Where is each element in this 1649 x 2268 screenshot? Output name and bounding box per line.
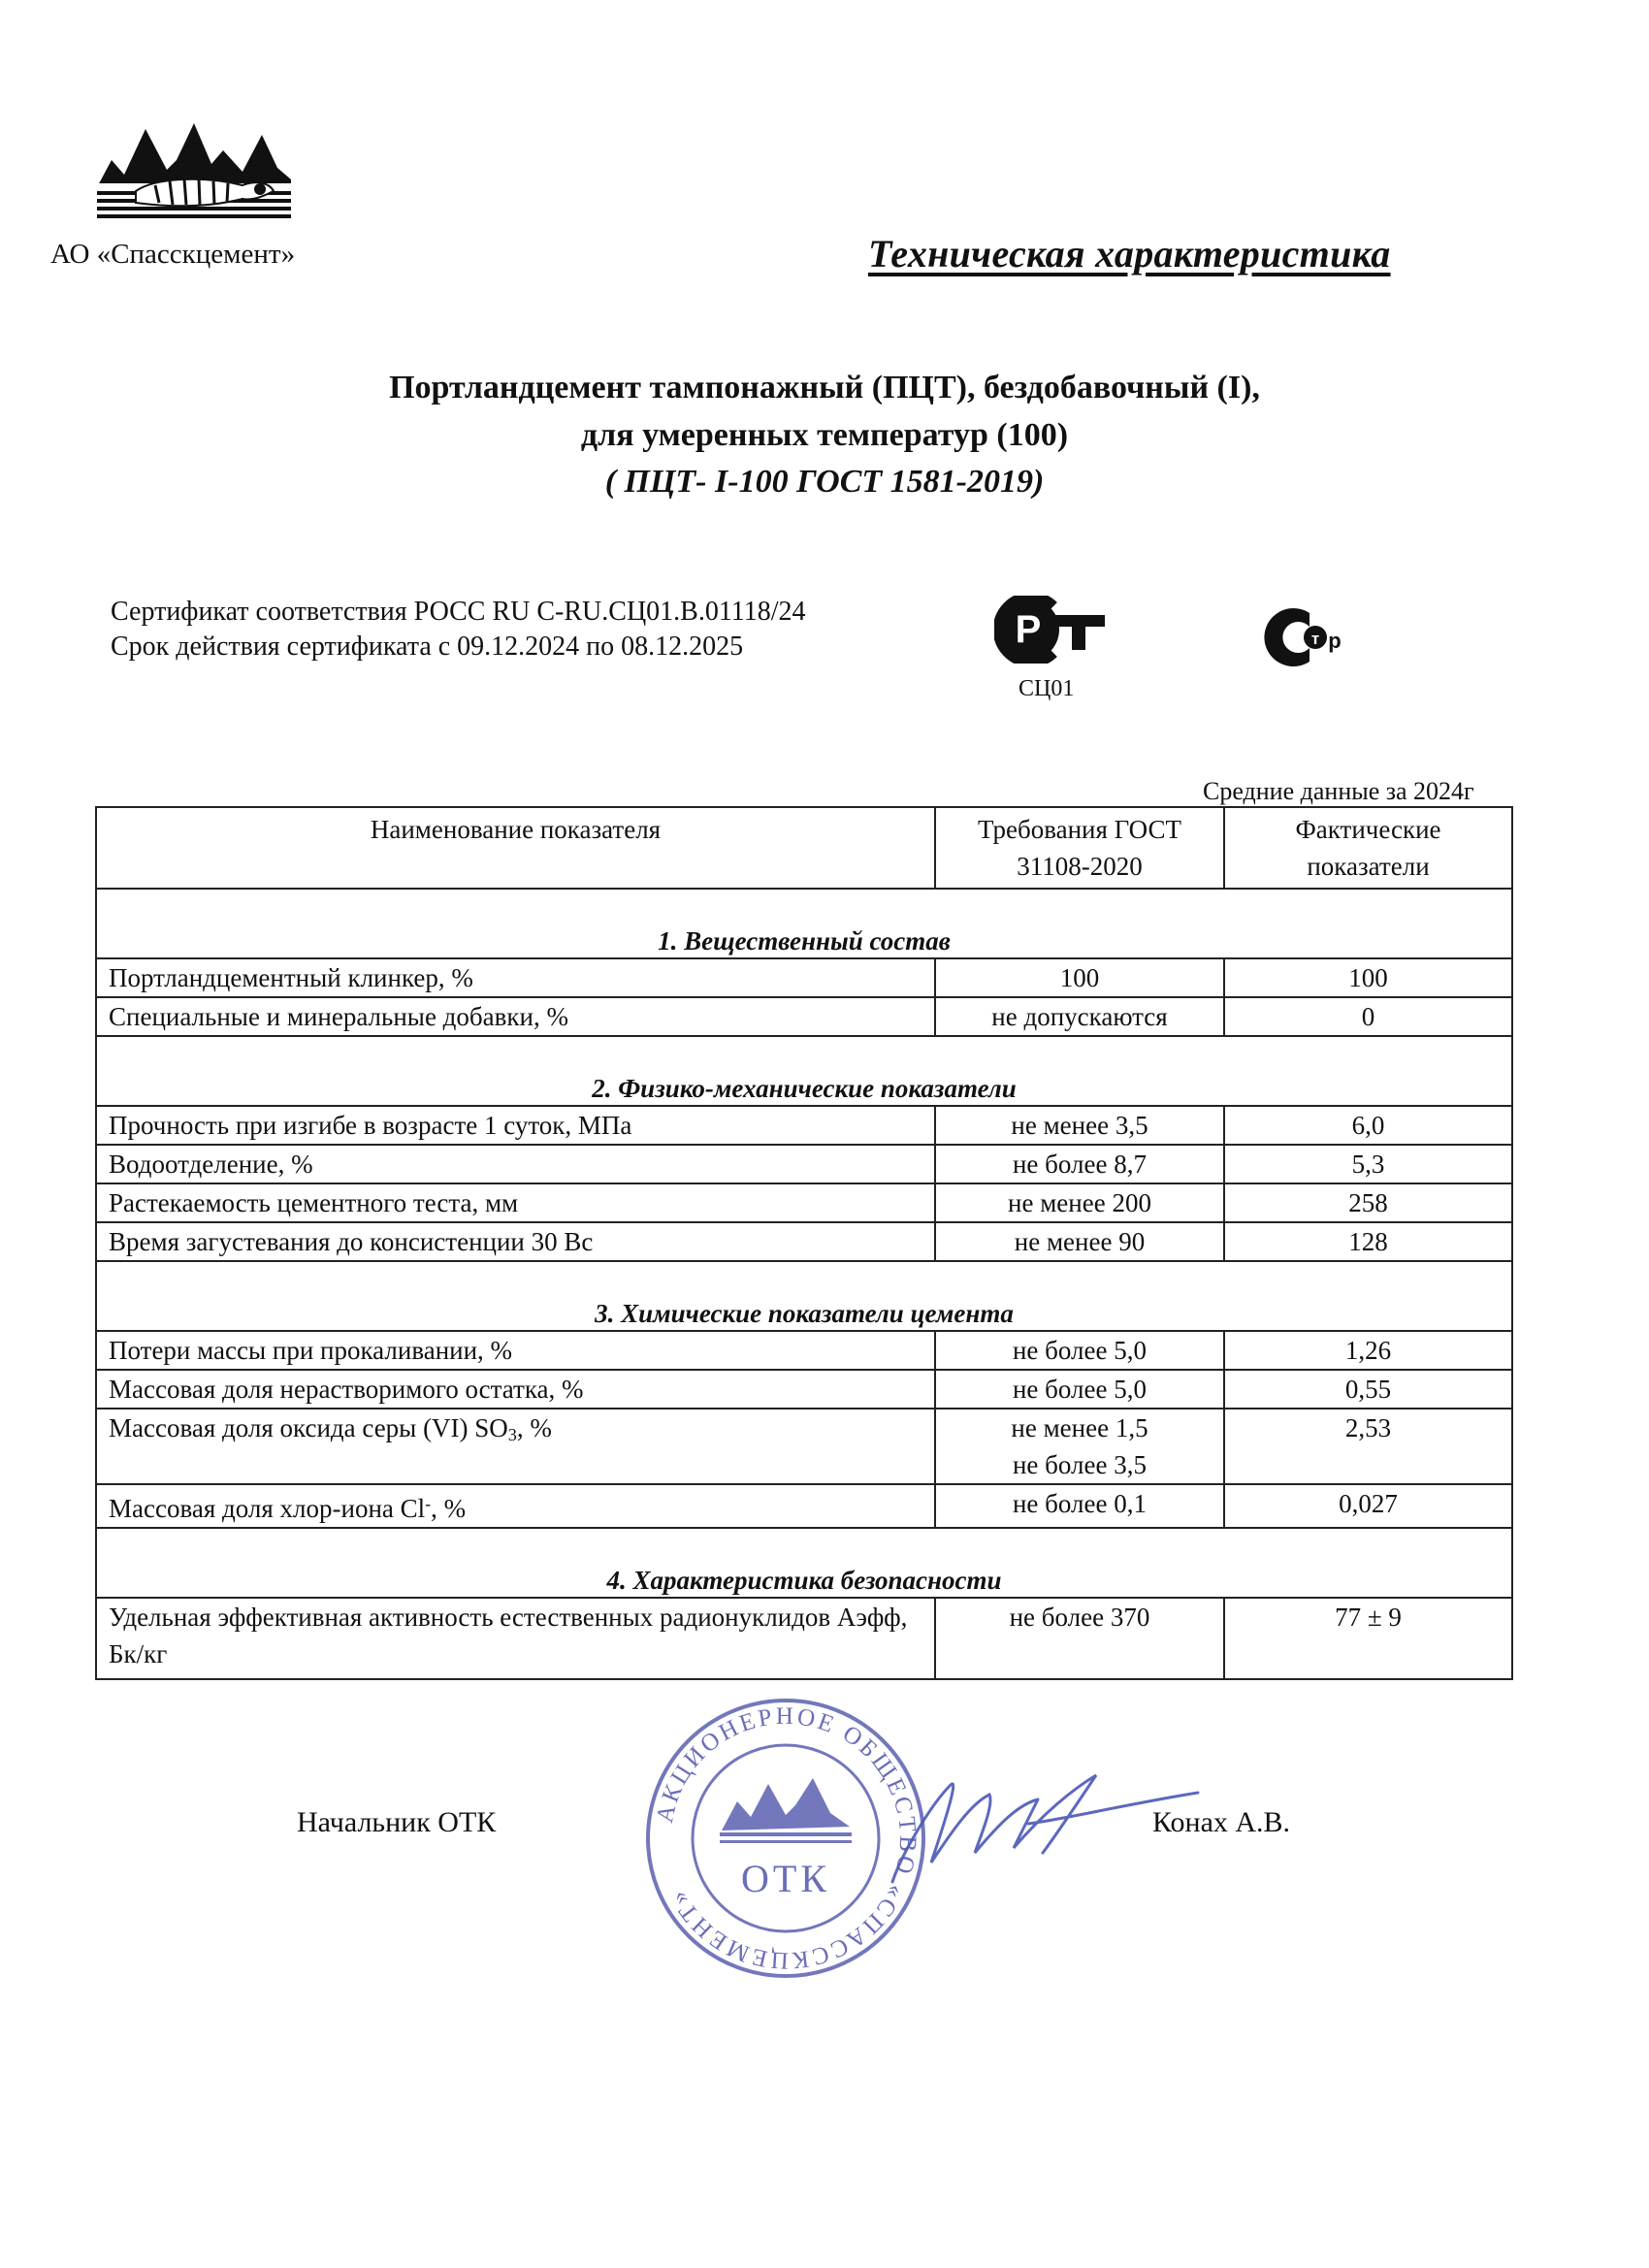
indicator-name: Массовая доля нерастворимого остатка, % <box>96 1370 935 1409</box>
actual-value: 0,027 <box>1224 1484 1512 1528</box>
svg-text:P: P <box>1015 608 1042 651</box>
gost-requirement: не более 370 <box>935 1598 1224 1679</box>
table-row <box>96 1484 1512 1528</box>
svg-text:р: р <box>1328 629 1342 653</box>
stamp-center-text: ОТК <box>741 1857 830 1900</box>
indicator-name <box>96 1484 935 1528</box>
indicator-name-suffix: , % <box>516 1413 552 1442</box>
section-row <box>96 1036 1512 1106</box>
stamp-text: АКЦИОНЕРНОЕ ОБЩЕСТВО «СПАССКЦЕМЕНТ» <box>651 1702 922 1974</box>
str-mark-icon <box>1257 605 1346 669</box>
indicator-name-text: Массовая доля хлор-иона Cl <box>109 1494 426 1523</box>
indicator-name: Водоотделение, % <box>96 1145 935 1183</box>
svg-text:т: т <box>1310 630 1320 648</box>
section-row <box>96 1261 1512 1331</box>
gost-requirement-min: не менее 1,5 <box>1011 1413 1148 1442</box>
table-row <box>96 1145 1512 1183</box>
indicator-name <box>96 1409 935 1484</box>
gost-requirement: не допускаются <box>935 997 1224 1036</box>
actual-value: 0 <box>1224 997 1512 1036</box>
header-indicator-name: Наименование показателя <box>96 807 935 889</box>
subscript: 3 <box>507 1425 517 1444</box>
gost-requirement: не более 5,0 <box>935 1370 1224 1409</box>
document-title: Техническая характеристика <box>868 232 1391 275</box>
gost-requirement: не менее 200 <box>935 1183 1224 1222</box>
indicator-name: Прочность при изгибе в возрасте 1 суток, МПа <box>96 1106 935 1145</box>
certificate-validity: Срок действия сертификата с 09.12.2024 по 08.12.2025 <box>111 632 744 662</box>
gost-requirement: не менее 3,5 <box>935 1106 1224 1145</box>
table-row <box>96 1222 1512 1261</box>
indicator-name: Потери массы при прокаливании, % <box>96 1331 935 1370</box>
handwritten-signature-icon <box>873 1746 1203 1911</box>
specification-table <box>95 806 1513 1680</box>
header-gost-requirements: Требования ГОСТ 31108-2020 <box>935 807 1224 889</box>
table-row <box>96 1409 1512 1484</box>
actual-value: 100 <box>1224 958 1512 997</box>
header-actual-values: Фактические показатели <box>1224 807 1512 889</box>
table-header-row <box>96 807 1512 889</box>
indicator-name: Специальные и минеральные добавки, % <box>96 997 935 1036</box>
indicator-name: Удельная эффективная активность естественных радионуклидов Аэфф, Бк/кг <box>96 1598 935 1679</box>
pct-mark-icon <box>994 596 1111 664</box>
actual-value: 2,53 <box>1224 1409 1512 1484</box>
gost-requirement: не менее 90 <box>935 1222 1224 1261</box>
table-row <box>96 1598 1512 1679</box>
gost-requirement-max: не более 3,5 <box>1012 1450 1147 1479</box>
section-row <box>96 889 1512 958</box>
actual-value: 77 ± 9 <box>1224 1598 1512 1679</box>
actual-value: 258 <box>1224 1183 1512 1222</box>
section-title: 2. Физико-механические показатели <box>96 1036 1512 1106</box>
gost-requirement: не более 0,1 <box>935 1484 1224 1528</box>
gost-requirement: 100 <box>935 958 1224 997</box>
superscript: - <box>425 1494 432 1513</box>
table-row <box>96 1106 1512 1145</box>
table-row <box>96 997 1512 1036</box>
signatory-name: Конах А.В. <box>1152 1806 1291 1838</box>
indicator-name: Растекаемость цементного теста, мм <box>96 1183 935 1222</box>
company-name: АО «Спасскцемент» <box>50 239 296 270</box>
indicator-name-text: Массовая доля оксида серы (VI) SO <box>109 1413 508 1442</box>
gost-requirement: не более 8,7 <box>935 1145 1224 1183</box>
data-period-note: Средние данные за 2024г <box>1203 777 1474 805</box>
certificate-number: Сертификат соответствия РОСС RU C-RU.СЦ01.В.01118/24 <box>111 597 806 627</box>
actual-value: 0,55 <box>1224 1370 1512 1409</box>
product-designation: ( ПЦТ- I-100 ГОСТ 1581-2019) <box>604 464 1045 500</box>
actual-value: 1,26 <box>1224 1331 1512 1370</box>
indicator-name-suffix: , % <box>431 1494 467 1523</box>
table-row <box>96 1370 1512 1409</box>
company-logo-icon <box>97 121 291 228</box>
table-row <box>96 958 1512 997</box>
signatory-position: Начальник ОТК <box>297 1806 497 1838</box>
actual-value: 6,0 <box>1224 1106 1512 1145</box>
actual-value: 128 <box>1224 1222 1512 1261</box>
product-name-line-2: для умеренных температур (100) <box>580 417 1069 453</box>
section-row <box>96 1528 1512 1598</box>
indicator-name: Время загустевания до консистенции 30 Вс <box>96 1222 935 1261</box>
product-name-line-1: Портландцемент тампонажный (ПЦТ), бездобавочный (I), <box>389 370 1260 405</box>
certification-body-code: СЦ01 <box>1018 676 1075 701</box>
section-title: 3. Химические показатели цемента <box>96 1261 1512 1331</box>
section-title: 4. Характеристика безопасности <box>96 1528 1512 1598</box>
gost-requirement <box>935 1409 1224 1484</box>
actual-value: 5,3 <box>1224 1145 1512 1183</box>
table-row <box>96 1331 1512 1370</box>
indicator-name: Портландцементный клинкер, % <box>96 958 935 997</box>
section-title: 1. Вещественный состав <box>96 889 1512 958</box>
gost-requirement: не более 5,0 <box>935 1331 1224 1370</box>
table-row <box>96 1183 1512 1222</box>
